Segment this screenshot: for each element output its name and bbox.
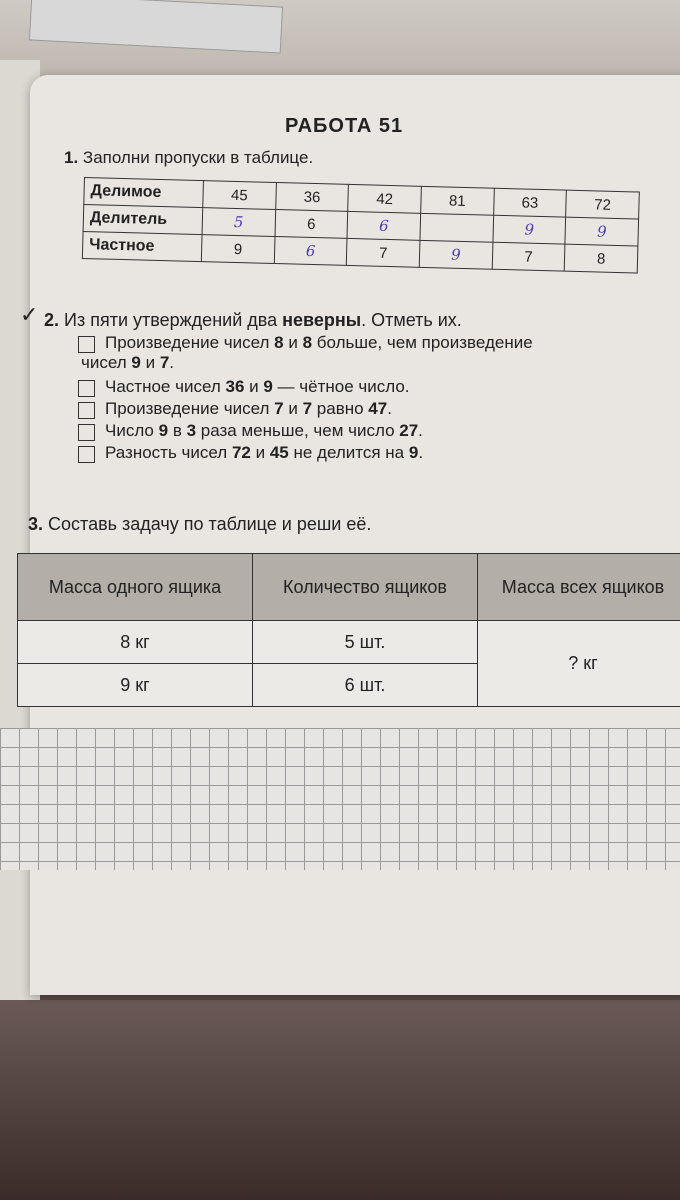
table-cell: 6 шт. — [253, 664, 478, 707]
task3-table — [17, 553, 680, 707]
table-cell: 9 — [201, 235, 274, 264]
number: 9 — [158, 421, 169, 440]
number: 47 — [368, 399, 388, 418]
number: 8 — [274, 333, 284, 352]
text: чисел — [81, 353, 132, 372]
text: . — [169, 353, 175, 372]
number: 8 — [302, 333, 313, 352]
task2-options — [78, 333, 668, 463]
text: Разность чисел — [105, 443, 232, 462]
handwritten-cell[interactable]: 9 — [419, 240, 492, 269]
task2-text-post: . Отметь их. — [361, 310, 462, 330]
text: не делится на — [288, 443, 409, 462]
task1-table — [82, 177, 640, 274]
table-header-row — [18, 554, 680, 621]
text: и — [244, 377, 264, 396]
text: Частное чисел — [105, 377, 226, 396]
row-label: Частное — [82, 231, 202, 261]
option-text — [105, 399, 392, 419]
handwritten-cell[interactable]: 5 — [202, 208, 275, 237]
handwritten-cell[interactable]: 6 — [274, 237, 347, 266]
handwritten-cell[interactable]: 6 — [347, 211, 420, 240]
option-text — [105, 377, 410, 397]
text: . — [387, 399, 392, 418]
table-cell: 6 — [275, 210, 348, 239]
column-header: Масса одного ящика — [18, 554, 253, 621]
number: 9 — [263, 377, 273, 396]
task3-heading — [28, 514, 371, 535]
task1-heading — [64, 148, 313, 168]
option-text — [105, 421, 423, 441]
number: 7 — [274, 399, 284, 418]
text: и — [283, 333, 303, 352]
option-5[interactable] — [78, 443, 668, 463]
checkmark-icon: ✓ — [20, 302, 39, 327]
text: Произведение чисел — [105, 333, 275, 352]
text: и — [283, 399, 303, 418]
number: 9 — [408, 443, 419, 462]
task3-text: Составь задачу по таблице и реши её. — [48, 514, 372, 534]
option-2[interactable] — [78, 377, 668, 397]
table-cell: 63 — [493, 188, 566, 217]
text: . — [418, 421, 423, 440]
number: 9 — [131, 353, 141, 372]
option-1[interactable] — [78, 333, 668, 373]
number: 72 — [231, 443, 251, 462]
text: Произведение чисел — [105, 399, 275, 418]
handwritten-cell[interactable]: 9 — [565, 217, 638, 246]
table-cell: 72 — [566, 190, 639, 219]
page-title: РАБОТА 51 — [285, 115, 404, 137]
number: 36 — [225, 377, 245, 396]
option-3[interactable] — [78, 399, 668, 419]
column-header: Масса всех ящиков — [478, 554, 680, 621]
table-cell — [420, 213, 493, 242]
text: Число — [105, 421, 159, 440]
task2-text-pre: Из пяти утверждений два — [64, 310, 283, 330]
option-text — [105, 443, 423, 463]
task2-heading — [44, 310, 462, 331]
table-cell: 7 — [347, 238, 420, 267]
text: равно — [312, 399, 369, 418]
number: 27 — [399, 421, 419, 440]
text: . — [418, 443, 424, 462]
total-cell: ? кг — [478, 621, 680, 707]
number: 7 — [302, 399, 313, 418]
row-label: Делитель — [83, 205, 203, 235]
table-cell: 36 — [275, 183, 348, 212]
task3-number: 3. — [28, 514, 44, 534]
checkbox[interactable] — [78, 380, 95, 397]
column-header: Количество ящиков — [253, 554, 478, 621]
table-cell: 81 — [421, 186, 494, 215]
task1-number: 1. — [64, 148, 79, 167]
option-4[interactable] — [78, 421, 668, 441]
text: больше, чем произведение — [312, 333, 533, 352]
table-cell: 45 — [203, 181, 276, 210]
option-text — [81, 333, 533, 373]
text: и — [250, 443, 270, 462]
checkbox[interactable] — [78, 402, 95, 419]
answer-grid[interactable] — [0, 728, 680, 870]
number: 7 — [159, 353, 170, 372]
text: раза меньше, чем число — [196, 421, 400, 440]
checkbox[interactable] — [78, 424, 95, 441]
table-cell: 8 — [564, 244, 637, 273]
checkbox[interactable] — [78, 336, 95, 353]
table-cell: 8 кг — [18, 621, 253, 664]
task2-number: 2. — [44, 310, 60, 330]
table-cell: 42 — [348, 184, 421, 213]
table-row — [18, 621, 680, 664]
number: 45 — [269, 443, 289, 462]
table-cell: 9 кг — [18, 664, 253, 707]
text: и — [140, 353, 160, 372]
task1-text: Заполни пропуски в таблице. — [82, 148, 314, 167]
handwritten-cell[interactable]: 9 — [493, 215, 566, 244]
text: в — [168, 421, 187, 440]
task2-text-bold: неверны — [282, 310, 362, 330]
number: 3 — [186, 421, 197, 440]
row-label: Делимое — [84, 178, 204, 208]
table-cell: 5 шт. — [253, 621, 478, 664]
background-bottom — [0, 1000, 680, 1200]
checkbox[interactable] — [78, 446, 95, 463]
text: — чётное число. — [272, 377, 410, 396]
table-cell: 7 — [492, 242, 565, 271]
